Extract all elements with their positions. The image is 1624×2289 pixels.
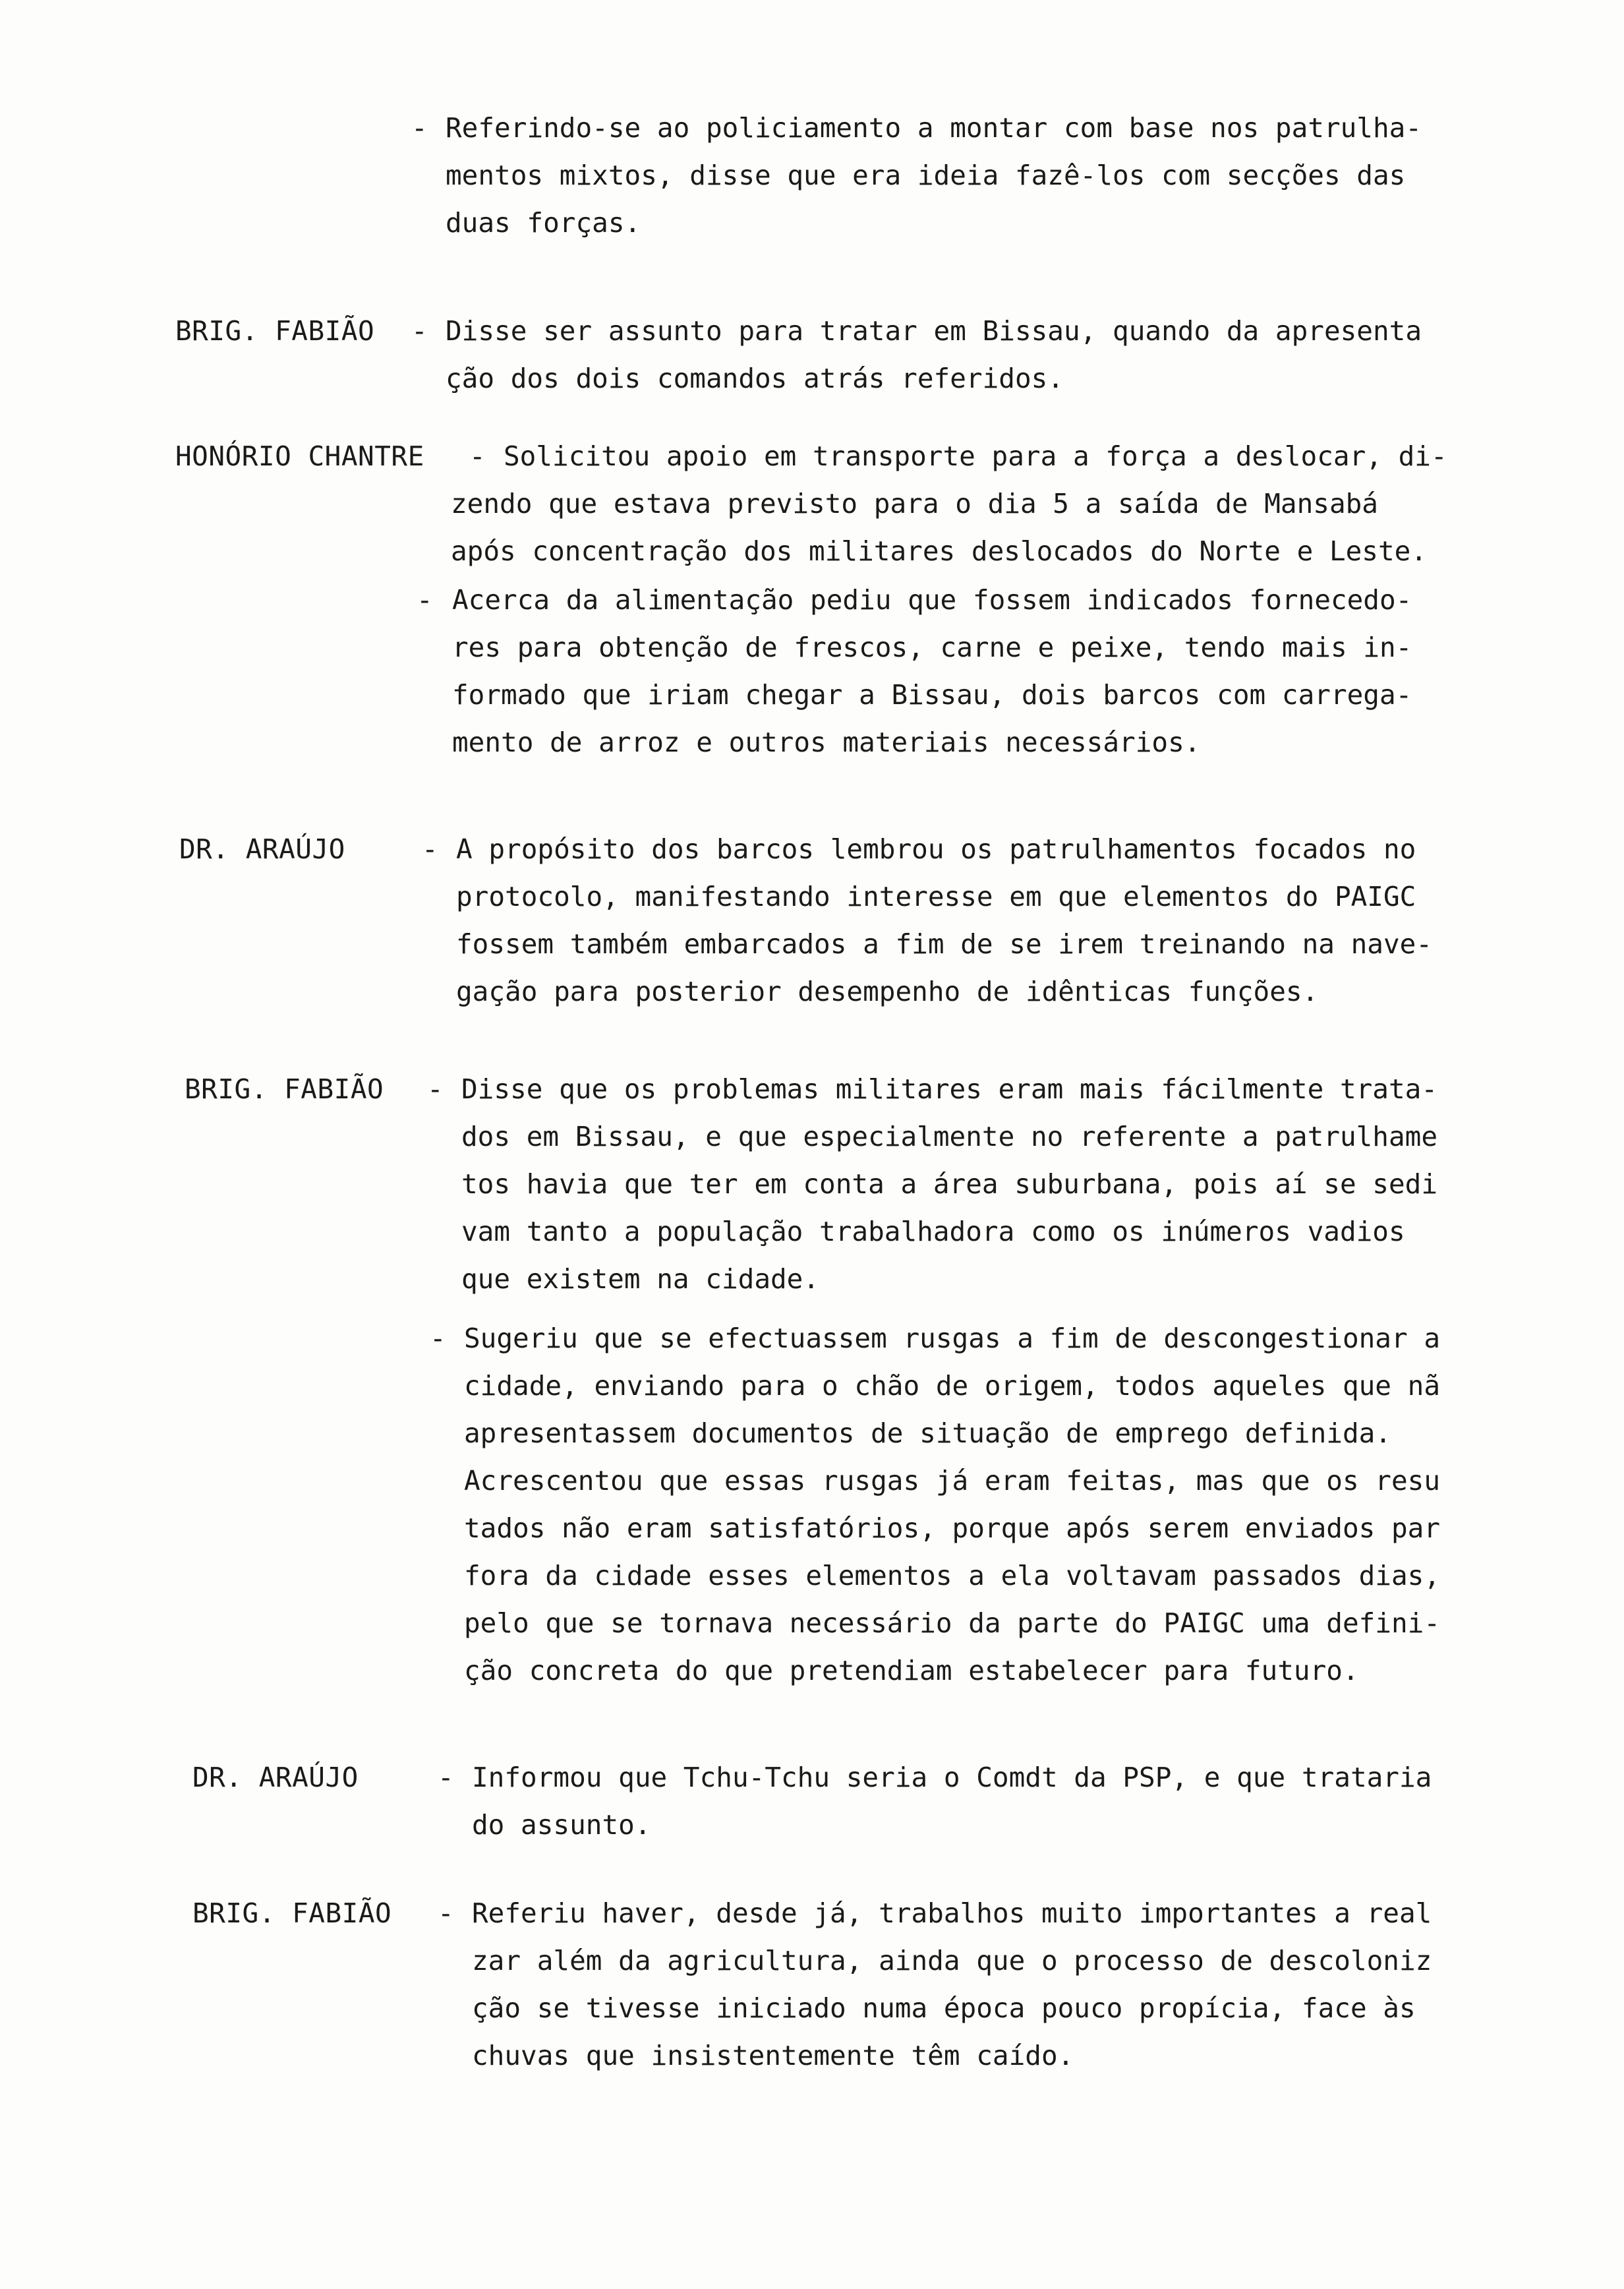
text-line: chuvas que insistentemente têm caído. <box>472 2040 1074 2071</box>
speaker-name: DR. ARAÚJO <box>179 833 345 865</box>
text-line: protocolo, manifestando interesse em que elementos do PAIGC <box>456 881 1416 912</box>
text-line: mentos mixtos, disse que era ideia fazê-los com secções das <box>446 160 1406 191</box>
text-line: zar além da agricultura, ainda que o processo de descoloniz <box>472 1945 1432 1977</box>
text-line: res para obtenção de frescos, carne e peixe, tendo mais in- <box>452 632 1412 663</box>
text-line: Sugeriu que se efectuassem rusgas a fim de descongestionar a <box>464 1323 1441 1354</box>
entry-text <box>446 307 1566 402</box>
speaker-name: DR. ARAÚJO <box>192 1762 359 1793</box>
entry-dash: - <box>427 1073 444 1105</box>
entry-text <box>472 1889 1592 2079</box>
text-line: vam tanto a população trabalhadora como os inúmeros vadios <box>461 1216 1405 1247</box>
entry-text-continued <box>451 480 1571 575</box>
entry-dash: - <box>411 112 428 144</box>
text-line: do assunto. <box>472 1809 651 1841</box>
entry-text <box>452 576 1573 766</box>
text-line: que existem na cidade. <box>461 1263 820 1295</box>
speaker-name: BRIG. FABIÃO <box>192 1897 392 1929</box>
speaker-name: HONÓRIO CHANTRE <box>175 440 424 472</box>
text-line: tos havia que ter em conta a área suburbana, pois aí se sedi <box>461 1168 1438 1200</box>
text-line: gação para posterior desempenho de idênticas funções. <box>456 976 1319 1007</box>
text-line: Informou que Tchu-Tchu seria o Comdt da PSP, e que trataria <box>472 1762 1432 1793</box>
text-line: formado que iriam chegar a Bissau, dois barcos com carrega- <box>452 679 1412 711</box>
text-line: Acerca da alimentação pediu que fossem indicados fornecedo- <box>452 584 1412 616</box>
text-line: ção dos dois comandos atrás referidos. <box>446 363 1064 394</box>
entry-dash: - <box>430 1323 446 1354</box>
text-line: zendo que estava previsto para o dia 5 a saída de Mansabá <box>451 488 1378 520</box>
text-line: duas forças. <box>446 207 641 239</box>
entry-dash: - <box>411 315 428 347</box>
text-line: apresentassem documentos de situação de emprego definida. <box>464 1417 1391 1449</box>
entry-text <box>456 825 1577 1015</box>
text-line: tados não eram satisfatórios, porque após serem enviados par <box>464 1512 1441 1544</box>
text-line: mento de arroz e outros materiais necessários. <box>452 727 1201 758</box>
entry-dash: - <box>417 584 433 616</box>
entry-text <box>472 1754 1592 1849</box>
text-line: Acrescentou que essas rusgas já eram feitas, mas que os resu <box>464 1465 1441 1497</box>
text-line: cidade, enviando para o chão de origem, todos aqueles que nã <box>464 1370 1441 1402</box>
entry-dash: - <box>438 1897 454 1929</box>
text-line: ção concreta do que pretendiam estabelecer para futuro. <box>464 1655 1359 1686</box>
text-line: após concentração dos militares deslocados do Norte e Leste. <box>451 535 1428 567</box>
speaker-name: BRIG. FABIÃO <box>175 315 375 347</box>
speaker-name: BRIG. FABIÃO <box>185 1073 384 1105</box>
text-line: A propósito dos barcos lembrou os patrulhamentos focados no <box>456 833 1416 865</box>
entry-text <box>446 104 1566 247</box>
text-line: ção se tivesse iniciado numa época pouco propícia, face às <box>472 1992 1416 2024</box>
text-line: pelo que se tornava necessário da parte do PAIGC uma defini- <box>464 1607 1441 1639</box>
text-line: Referindo-se ao policiamento a montar com base nos patrulha- <box>446 112 1422 144</box>
entry-text <box>464 1315 1584 1694</box>
text-line: fossem também embarcados a fim de se irem treinando na nave- <box>456 928 1433 960</box>
text-line: Disse ser assunto para tratar em Bissau, quando da apresenta <box>446 315 1422 347</box>
text-line: Referiu haver, desde já, trabalhos muito importantes a real <box>472 1897 1432 1929</box>
entry-dash: - <box>422 833 438 865</box>
text-line: Solicitou apoio em transporte para a força a deslocar, di- <box>504 440 1447 472</box>
entry-dash: - <box>469 440 486 472</box>
entry-text <box>504 432 1624 480</box>
entry-dash: - <box>438 1762 454 1793</box>
text-line: dos em Bissau, e que especialmente no referente a patrulhame <box>461 1121 1438 1152</box>
text-line: fora da cidade esses elementos a ela voltavam passados dias, <box>464 1560 1441 1591</box>
text-line: Disse que os problemas militares eram mais fácilmente trata- <box>461 1073 1438 1105</box>
entry-text <box>461 1065 1582 1303</box>
